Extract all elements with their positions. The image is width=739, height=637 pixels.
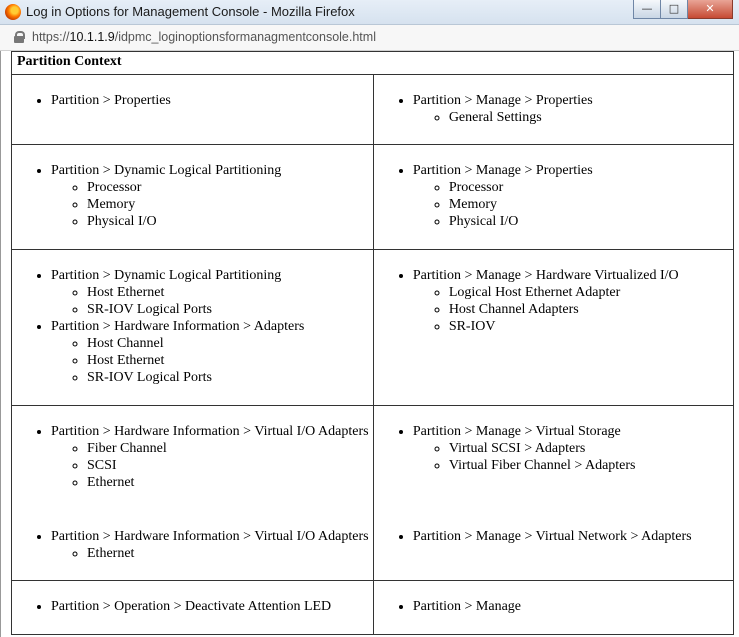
window-controls: [633, 0, 733, 20]
list-item: • Partition > Properties: [51, 92, 373, 109]
sub-list-item: ◦ Host Channel: [87, 335, 373, 352]
list-item: • Partition > Hardware Information > Virtual I/O Adapters ◦ Fiber Channel ◦ SCSI ◦ Ethernet: [51, 423, 373, 491]
sub-list-item: ◦ Physical I/O: [87, 213, 373, 230]
list-item: • Partition > Manage > Virtual Storage ◦ Virtual SCSI > Adapters ◦ Virtual Fiber Channel > Adapters: [413, 423, 733, 474]
list-item: • Partition > Operation > Deactivate Attention LED: [51, 598, 373, 615]
table-header: Partition Context: [12, 52, 734, 75]
partition-context-table: [11, 51, 734, 635]
table-cell: [12, 145, 374, 250]
table-row: [12, 406, 734, 581]
sub-list-item: ◦ SR-IOV: [449, 318, 733, 335]
url-scheme: https://: [32, 30, 70, 44]
sub-list-item: ◦ Memory: [449, 196, 733, 213]
list-item: • Partition > Manage > Virtual Network > Adapters: [413, 528, 733, 545]
sub-list-item: ◦ General Settings: [449, 109, 733, 126]
table-cell: [373, 145, 733, 250]
url-text[interactable]: [32, 30, 376, 44]
list-item: • Partition > Dynamic Logical Partitioning ◦ Processor ◦ Memory ◦ Physical I/O: [51, 162, 373, 230]
sub-list-item: ◦ SR-IOV Logical Ports: [87, 369, 373, 386]
list-item: • Partition > Manage > Properties ◦ Processor ◦ Memory ◦ Physical I/O: [413, 162, 733, 230]
sub-list-item: ◦ Ethernet: [87, 545, 373, 562]
list-item: • Partition > Manage > Properties ◦ General Settings: [413, 92, 733, 126]
table-row: [12, 581, 734, 635]
sub-list-item: ◦ SR-IOV Logical Ports: [87, 301, 373, 318]
table-cell: [12, 581, 374, 635]
maximize-button[interactable]: □: [661, 0, 688, 19]
sub-list-item: ◦ Processor: [87, 179, 373, 196]
sub-list-item: ◦ Ethernet: [87, 474, 373, 491]
sub-list-item: ◦ Host Channel Adapters: [449, 301, 733, 318]
table-cell: [12, 406, 374, 581]
sub-list-item: ◦ Logical Host Ethernet Adapter: [449, 284, 733, 301]
sub-list-item: ◦ SCSI: [87, 457, 373, 474]
url-path: /idpmc_loginoptionsformanagmentconsole.html: [114, 30, 376, 44]
list-item: • Partition > Dynamic Logical Partitioning ◦ Host Ethernet ◦ SR-IOV Logical Ports: [51, 267, 373, 318]
table-cell: [373, 75, 733, 145]
window-titlebar: [0, 0, 739, 25]
list-item: • Partition > Hardware Information > Virtual I/O Adapters ◦ Ethernet: [51, 528, 373, 562]
page-content: [0, 51, 739, 637]
sub-list-item: ◦ Host Ethernet: [87, 284, 373, 301]
sub-list-item: ◦ Memory: [87, 196, 373, 213]
table-cell: [12, 250, 374, 406]
table-row: [12, 75, 734, 145]
table-row: [12, 145, 734, 250]
table-row: [12, 250, 734, 406]
url-host: 10.1.1.9: [69, 30, 115, 44]
sub-list-item: ◦ Physical I/O: [449, 213, 733, 230]
sub-list-item: ◦ Fiber Channel: [87, 440, 373, 457]
address-bar[interactable]: [0, 25, 739, 51]
firefox-icon: [5, 4, 21, 20]
sub-list-item: ◦ Virtual Fiber Channel > Adapters: [449, 457, 733, 474]
sub-list-item: ◦ Host Ethernet: [87, 352, 373, 369]
list-item: • Partition > Manage > Hardware Virtualized I/O ◦ Logical Host Ethernet Adapter ◦ Host Channel Adapters ◦ SR-IOV: [413, 267, 733, 335]
table-cell: [373, 406, 733, 581]
window-title: Log in Options for Management Console - Mozilla Firefox: [26, 4, 355, 19]
lock-icon[interactable]: [14, 31, 24, 43]
table-cell: [373, 250, 733, 406]
sub-list-item: ◦ Virtual SCSI > Adapters: [449, 440, 733, 457]
sub-list-item: ◦ Processor: [449, 179, 733, 196]
table-cell: [373, 581, 733, 635]
list-item: • Partition > Hardware Information > Adapters ◦ Host Channel ◦ Host Ethernet ◦ SR-IOV Logical Ports: [51, 318, 373, 386]
close-button[interactable]: ✕: [688, 0, 733, 19]
table-cell: [12, 75, 374, 145]
minimize-button[interactable]: —: [633, 0, 661, 19]
list-item: • Partition > Manage: [413, 598, 733, 615]
